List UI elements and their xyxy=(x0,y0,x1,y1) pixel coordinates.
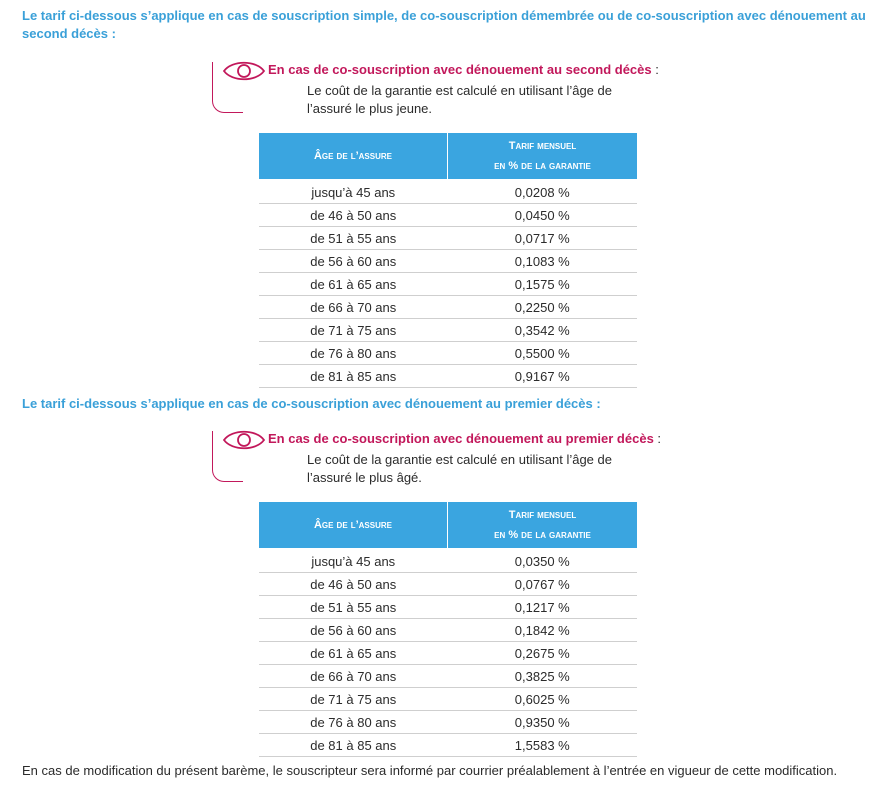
section1-note xyxy=(212,62,662,122)
table-row: de 56 à 60 ans 0,1842 % xyxy=(259,619,637,642)
table-row: de 51 à 55 ans 0,0717 % xyxy=(259,227,637,250)
table-row: de 56 à 60 ans 0,1083 % xyxy=(259,250,637,273)
eye-icon xyxy=(220,427,268,453)
table-row: jusqu’à 45 ans 0,0208 % xyxy=(259,179,637,204)
rates-table-1 xyxy=(259,133,637,388)
table-row: de 66 à 70 ans 0,3825 % xyxy=(259,665,637,688)
table-row: de 76 à 80 ans 0,9350 % xyxy=(259,711,637,734)
table-row: de 46 à 50 ans 0,0450 % xyxy=(259,204,637,227)
table-row: de 81 à 85 ans 1,5583 % xyxy=(259,734,637,757)
note-text: Le coût de la garantie est calculé en utilisant l’âge de l’assuré le plus âgé. xyxy=(307,452,612,485)
note-text: Le coût de la garantie est calculé en utilisant l’âge de l’assuré le plus jeune. xyxy=(307,83,612,116)
footer-note: En cas de modification du présent barème, le souscripteur sera informé par courrier préalablement à l’entrée en vigueur de cette modification. xyxy=(22,763,838,778)
note-title: En cas de co-souscription avec dénouement au premier décès : xyxy=(268,431,662,446)
col-header-rate: Tarif mensuel en % de la garantie xyxy=(448,502,638,548)
table-row: jusqu’à 45 ans 0,0350 % xyxy=(259,548,637,573)
table-row: de 46 à 50 ans 0,0767 % xyxy=(259,573,637,596)
col-header-rate: Tarif mensuel en % de la garantie xyxy=(448,133,638,179)
table-row: de 51 à 55 ans 0,1217 % xyxy=(259,596,637,619)
section2-intro: Le tarif ci-dessous s’applique en cas de co-souscription avec dénouement au premier décès : xyxy=(22,396,601,411)
table-row: de 76 à 80 ans 0,5500 % xyxy=(259,342,637,365)
col-header-age: Âge de l’assure xyxy=(259,133,448,179)
table-row: de 66 à 70 ans 0,2250 % xyxy=(259,296,637,319)
table-row: de 61 à 65 ans 0,2675 % xyxy=(259,642,637,665)
eye-icon xyxy=(220,58,268,84)
col-header-age: Âge de l’assure xyxy=(259,502,448,548)
note-title: En cas de co-souscription avec dénouement au second décès : xyxy=(268,62,659,77)
table-row: de 71 à 75 ans 0,6025 % xyxy=(259,688,637,711)
table-row: de 61 à 65 ans 0,1575 % xyxy=(259,273,637,296)
rates-table-2 xyxy=(259,502,637,757)
table-row: de 81 à 85 ans 0,9167 % xyxy=(259,365,637,388)
section1-intro: Le tarif ci-dessous s’applique en cas de souscription simple, de co-souscription démembrée ou de co-souscription avec dénouement au second décès : xyxy=(22,8,866,41)
table-row: de 71 à 75 ans 0,3542 % xyxy=(259,319,637,342)
section2-note xyxy=(212,431,662,491)
